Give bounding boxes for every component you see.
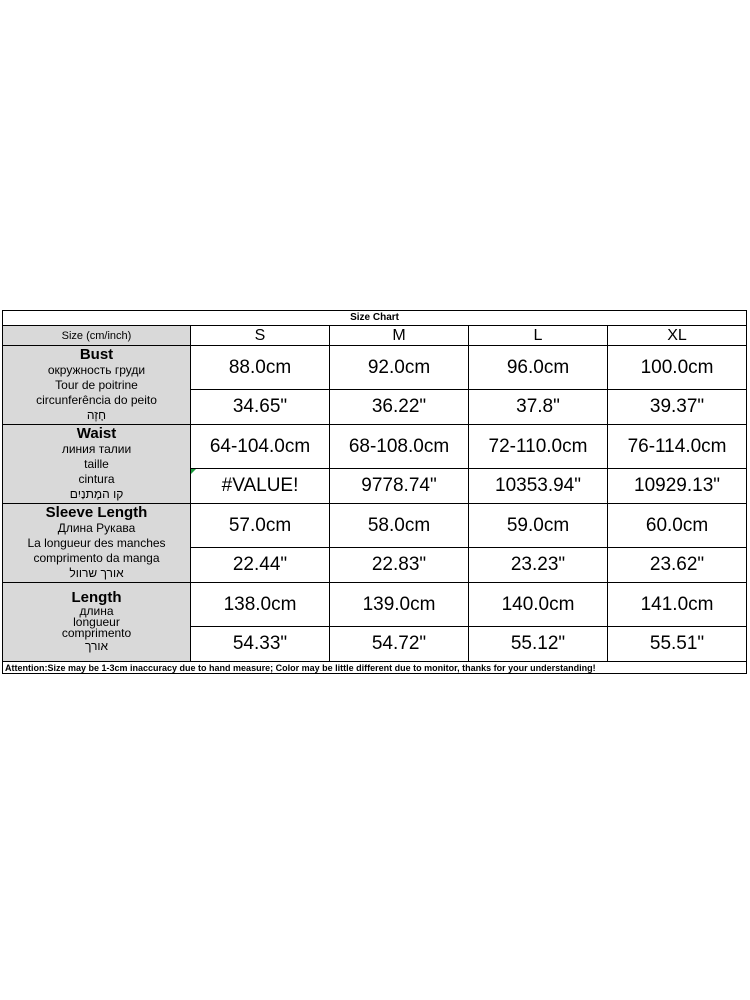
- waist-cm-xl: 76-114.0cm: [608, 425, 747, 469]
- sleeve-translation-pt: comprimento da manga: [33, 551, 160, 565]
- sleeve-cm-s: 57.0cm: [191, 504, 330, 548]
- length-inch-xl: 55.51": [608, 627, 747, 662]
- size-chart-table: [2, 310, 747, 674]
- size-unit-label: Size (cm/inch): [3, 326, 191, 346]
- length-inch-m: 54.72": [330, 627, 469, 662]
- waist-inch-s: #VALUE!: [191, 469, 330, 504]
- size-chart: [2, 310, 746, 674]
- waist-translation-fr: taille: [84, 457, 109, 471]
- bust-cm-xl: 100.0cm: [608, 346, 747, 390]
- length-translation-ru: длина: [79, 604, 114, 618]
- sleeve-inch-s: 22.44": [191, 548, 330, 583]
- bust-translation-ru: окружность груди: [47, 363, 146, 377]
- chart-title: Size Chart: [3, 311, 747, 326]
- length-inch-l: 55.12": [469, 627, 608, 662]
- sleeve-translation-ru: Длина Рукава: [57, 521, 136, 535]
- waist-inch-m: 9778.74": [330, 469, 469, 504]
- waist-cm-l: 72-110.0cm: [469, 425, 608, 469]
- length-translation-fr: longueur: [73, 615, 120, 629]
- bust-inch-s: 34.65": [191, 390, 330, 425]
- title-row: [3, 311, 747, 326]
- header-row: [3, 326, 747, 346]
- sleeve-inch-l: 23.23": [469, 548, 608, 583]
- waist-translation-ru: линия талии: [61, 442, 132, 456]
- bust-translation-he: חָזֶה: [86, 408, 107, 422]
- sleeve-cm-l: 59.0cm: [469, 504, 608, 548]
- length-inch-s: 54.33": [191, 627, 330, 662]
- bust-name: Bust: [79, 346, 114, 363]
- bust-label: [3, 346, 191, 425]
- length-translation-he: אורך: [84, 639, 109, 653]
- length-name: Length: [71, 589, 122, 606]
- sleeve-translation-he: אורך שרוול: [69, 566, 124, 580]
- bust-cm-row: [3, 346, 747, 390]
- length-cm-m: 139.0cm: [330, 583, 469, 627]
- length-cm-row: [3, 583, 747, 627]
- attention-row: [3, 662, 747, 674]
- length-cm-s: 138.0cm: [191, 583, 330, 627]
- bust-translation-fr: Tour de poitrine: [55, 378, 138, 392]
- waist-inch-l: 10353.94": [469, 469, 608, 504]
- bust-cm-m: 92.0cm: [330, 346, 469, 390]
- sleeve-length-label: [3, 504, 191, 583]
- sleeve-length-name: Sleeve Length: [45, 504, 148, 521]
- length-label: [3, 583, 191, 662]
- waist-translation-he: קו המָתנַיִם: [69, 487, 124, 501]
- length-cm-xl: 141.0cm: [608, 583, 747, 627]
- waist-cm-m: 68-108.0cm: [330, 425, 469, 469]
- bust-inch-xl: 39.37": [608, 390, 747, 425]
- attention-note: Attention:Size may be 1-3cm inaccuracy due to hand measure; Color may be little different due to monitor, thanks for your understanding!: [3, 662, 747, 674]
- size-header-xl: XL: [608, 326, 747, 346]
- size-header-s: S: [191, 326, 330, 346]
- length-cm-l: 140.0cm: [469, 583, 608, 627]
- sleeve-cm-row: [3, 504, 747, 548]
- waist-inch-xl: 10929.13": [608, 469, 747, 504]
- sleeve-cm-m: 58.0cm: [330, 504, 469, 548]
- waist-label: [3, 425, 191, 504]
- size-header-l: L: [469, 326, 608, 346]
- bust-cm-s: 88.0cm: [191, 346, 330, 390]
- bust-translation-pt: circunferência do peito: [36, 393, 157, 407]
- length-translation-pt: comprimento: [61, 626, 132, 640]
- sleeve-translation-fr: La longueur des manches: [27, 536, 166, 550]
- waist-cm-row: [3, 425, 747, 469]
- sleeve-inch-m: 22.83": [330, 548, 469, 583]
- bust-cm-l: 96.0cm: [469, 346, 608, 390]
- size-header-m: M: [330, 326, 469, 346]
- waist-translation-pt: cintura: [78, 472, 115, 486]
- bust-inch-l: 37.8": [469, 390, 608, 425]
- waist-cm-s: 64-104.0cm: [191, 425, 330, 469]
- sleeve-inch-xl: 23.62": [608, 548, 747, 583]
- waist-name: Waist: [76, 425, 117, 442]
- sleeve-cm-xl: 60.0cm: [608, 504, 747, 548]
- bust-inch-m: 36.22": [330, 390, 469, 425]
